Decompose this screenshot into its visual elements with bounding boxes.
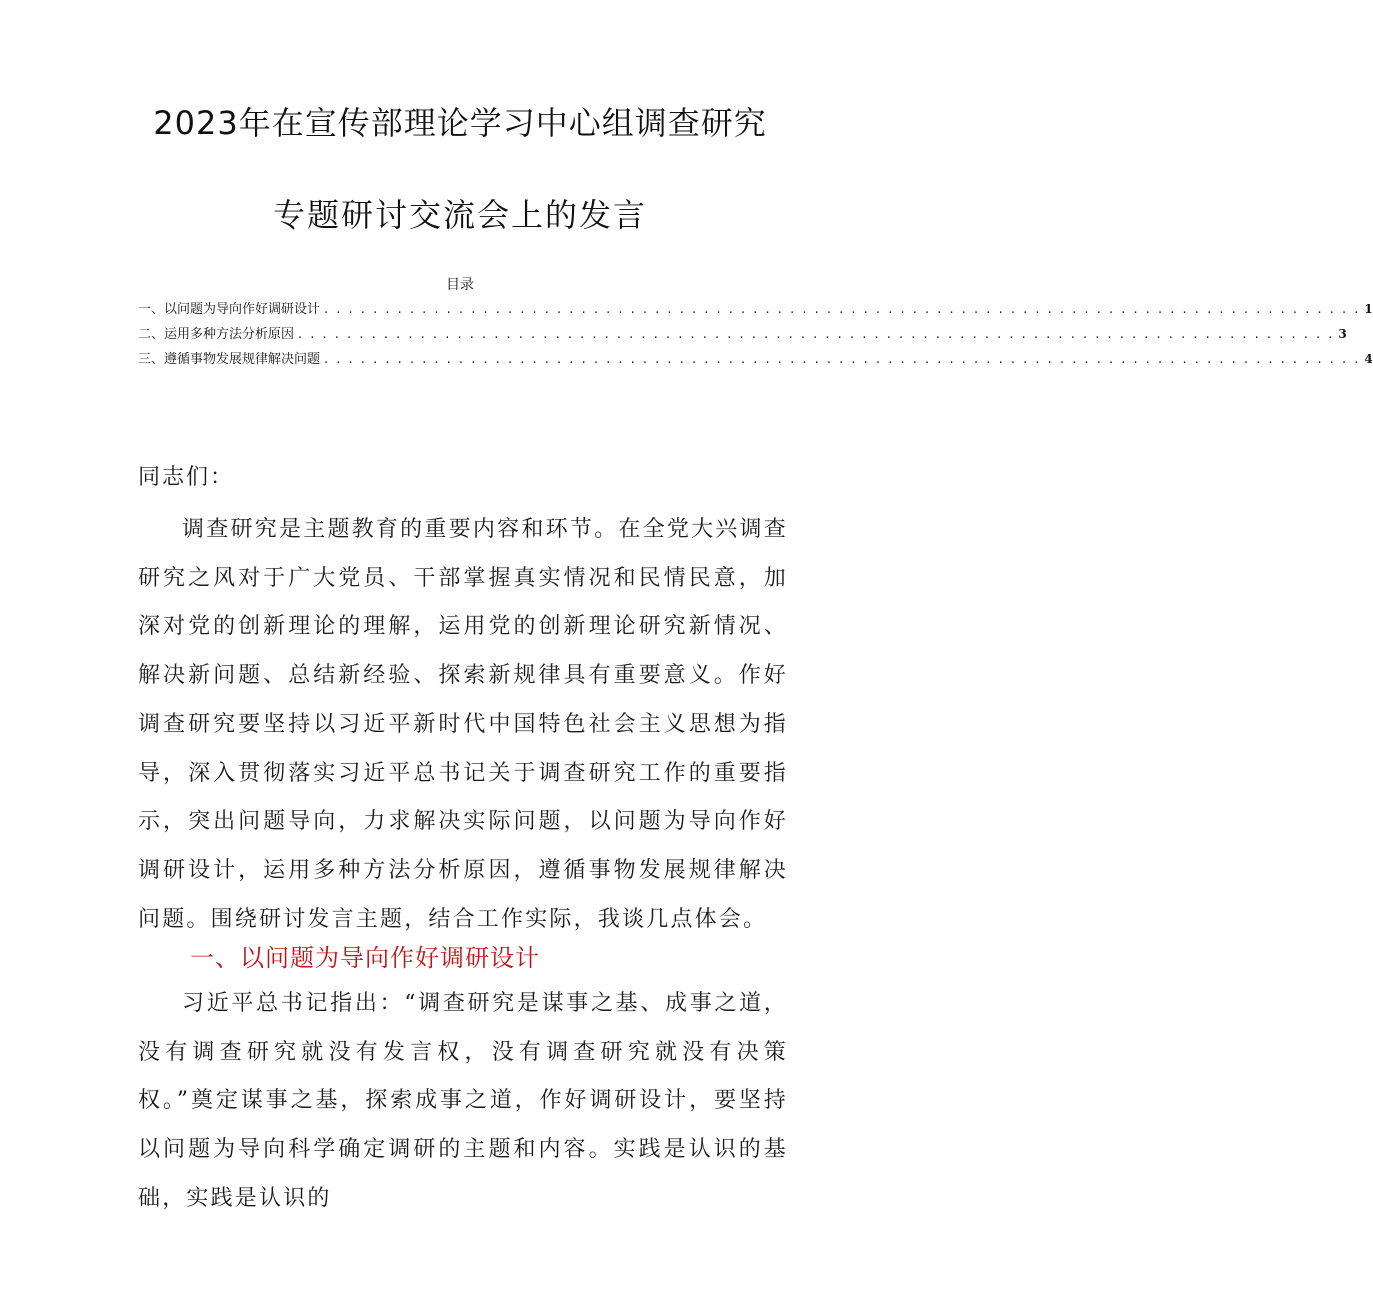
toc-entry-page: 1 bbox=[1364, 302, 1373, 316]
toc-entry-page: 4 bbox=[1364, 352, 1373, 366]
table-of-contents bbox=[138, 298, 1373, 373]
intro-paragraph: 调查研究是主题教育的重要内容和环节。在全党大兴调查研究之风对于广大党员、干部掌握真实情况和民情民意，加深对党的创新理论的理解，运用党的创新理论研究新情况、解决新问题、总结新经验、探索新规律具有重要意义。作好调查研究要坚持以习近平新时代中国特色社会主义思想为指导，深入贯彻落实习近平总书记关于调查研究工作的重要指示，突出问题导向，力求解决实际问题，以问题为导向作好调研设计，运用多种方法分析原因，遵循事物发展规律解决问题。围绕研讨发言主题，结合工作实际，我谈几点体会。 bbox=[138, 517, 788, 932]
toc-entry[interactable] bbox=[138, 298, 1373, 323]
toc-leader-dots: . . . . . . . . . . . . . . . . . . . . . . . . . . . . . . . . . . . . . . . . . . . . . . . . . . . . . . . . . . . . . . . . . . . . . . . . . . . . . . . . . . . . . bbox=[298, 327, 1335, 342]
section1-paragraph: 习近平总书记指出：“调查研究是谋事之基、成事之道，没有调查研究就没有发言权，没有调查研究就没有决策权。”奠定谋事之基，探索成事之道，作好调研设计，要坚持以问题为导向科学确定调研的主题和内容。实践是认识的基础，实践是认识的 bbox=[138, 991, 788, 1211]
salutation: 同志们： bbox=[138, 465, 235, 490]
toc-entry[interactable] bbox=[138, 348, 1373, 373]
section-heading-1: 一、以问题为导向作好调研设计 bbox=[190, 944, 540, 972]
document-title-line2: 专题研讨交流会上的发言 bbox=[272, 196, 647, 234]
toc-entry-label: 三、遵循事物发展规律解决问题 bbox=[138, 352, 321, 367]
toc-heading: 目录 bbox=[446, 277, 474, 293]
toc-entry-label: 二、运用多种方法分析原因 bbox=[138, 327, 295, 342]
toc-leader-dots: . . . . . . . . . . . . . . . . . . . . . . . . . . . . . . . . . . . . . . . . . . . . . . . . . . . . . . . . . . . . . . . . . . . . . . . . . . . . . . . . . . . . . bbox=[324, 352, 1361, 367]
toc-leader-dots: . . . . . . . . . . . . . . . . . . . . . . . . . . . . . . . . . . . . . . . . . . . . . . . . . . . . . . . . . . . . . . . . . . . . . . . . . . . . . . . . . . . . . bbox=[324, 302, 1361, 317]
document-title-line1: 2023年在宣传部理论学习中心组调查研究 bbox=[153, 104, 767, 142]
toc-entry-page: 3 bbox=[1338, 327, 1347, 341]
toc-entry[interactable] bbox=[138, 323, 1347, 348]
toc-entry-label: 一、以问题为导向作好调研设计 bbox=[138, 302, 321, 317]
